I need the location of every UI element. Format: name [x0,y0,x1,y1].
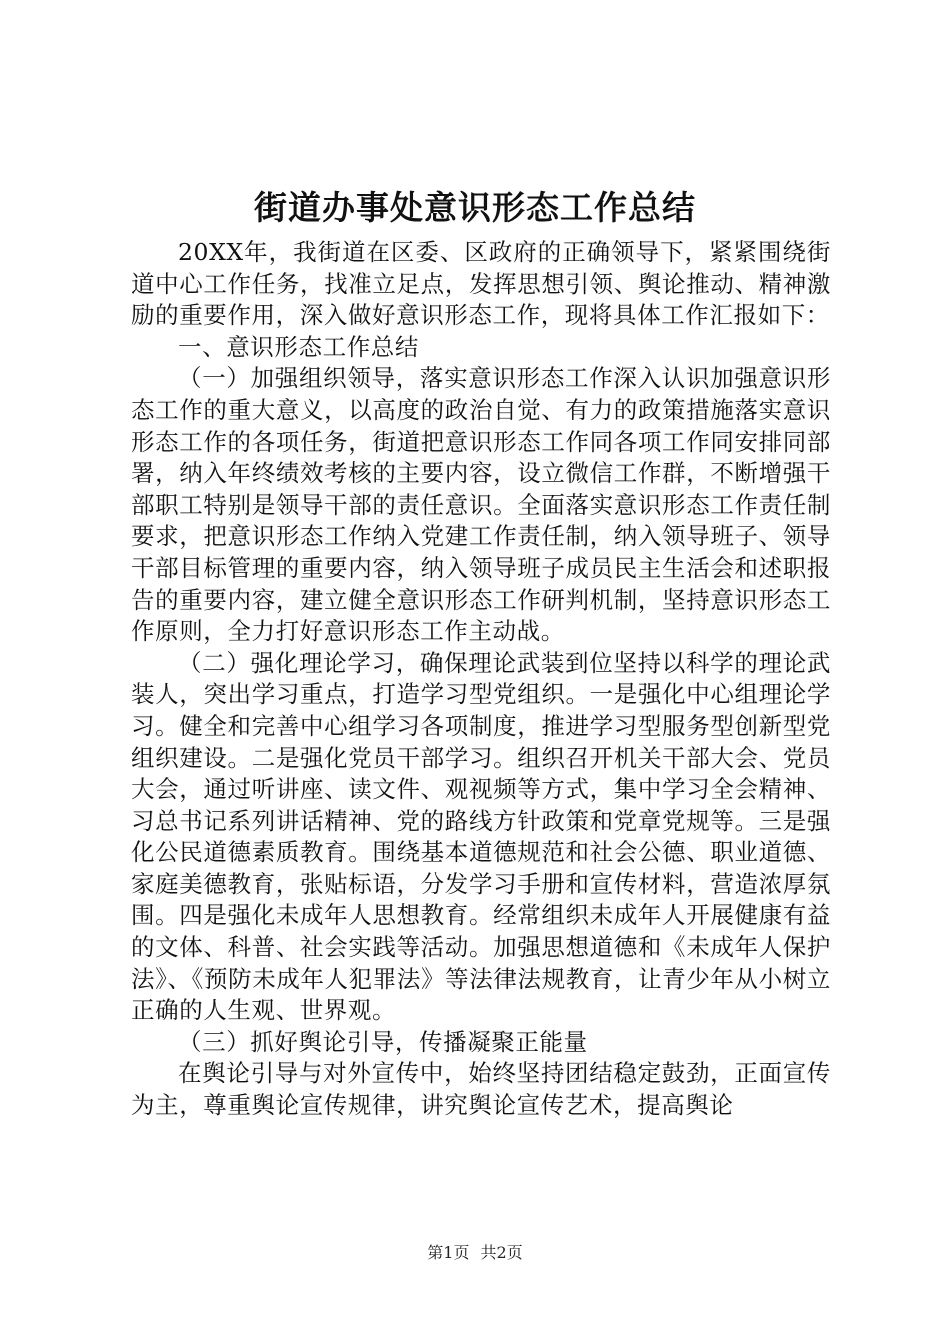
paragraph-theory-study: （二）强化理论学习，确保理论武装到位坚持以科学的理论武装人，突出学习重点，打造学习型党组织。一是强化中心组理论学习。健全和完善中心组学习各项制度，推进学习型服务型创新型党组织建设。二是强化党员干部学习。组织召开机关干部大会、党员大会，通过听讲座、读文件、观视频等方式，集中学习全会精神、习总书记系列讲话精神、党的路线方针政策和党章党规等。三是强化公民道德素质教育。围绕基本道德规范和社会公德、职业道德、家庭美德教育，张贴标语，分发学习手册和宣传材料，营造浓厚氛围。四是强化未成年人思想教育。经常组织未成年人开展健康有益的文体、科普、社会实践等活动。加强思想道德和《未成年人保护法》、《预防未成年人犯罪法》等法律法规教育，让青少年从小树立正确的人生观、世界观。 [131,648,831,1025]
page-number: 第1页 [427,1243,470,1262]
page-total: 共2页 [480,1243,523,1262]
document-title: 街道办事处意识形态工作总结 [254,188,696,227]
section-heading-1: 一、意识形态工作总结 [178,332,419,361]
subheading-public-opinion: （三）抓好舆论引导，传播凝聚正能量 [178,1027,588,1056]
page-footer [0,1243,950,1263]
paragraph-public-opinion: 在舆论引导与对外宣传中，始终坚持团结稳定鼓劲，正面宣传为主，尊重舆论宣传规律，讲究舆论宣传艺术，提高舆论 [131,1059,831,1120]
document-body [131,237,831,1122]
paragraph-intro: 20XX年，我街道在区委、区政府的正确领导下，紧紧围绕街道中心工作任务，找准立足点，发挥思想引领、舆论推动、精神激励的重要作用，深入做好意识形态工作，现将具体工作汇报如下： [131,238,831,330]
paragraph-organization: （一）加强组织领导，落实意识形态工作深入认识加强意识形态工作的重大意义，以高度的政治自觉、有力的政策措施落实意识形态工作的各项任务，街道把意识形态工作同各项工作同安排同部署，纳入年终绩效考核的主要内容，设立微信工作群，不断增强干部职工特别是领导干部的责任意识。全面落实意识形态工作责任制要求，把意识形态工作纳入党建工作责任制，纳入领导班子、领导干部目标管理的重要内容，纳入领导班子成员民主生活会和述职报告的重要内容，建立健全意识形态工作研判机制，坚持意识形态工作原则，全力打好意识形态工作主动战。 [131,364,831,646]
